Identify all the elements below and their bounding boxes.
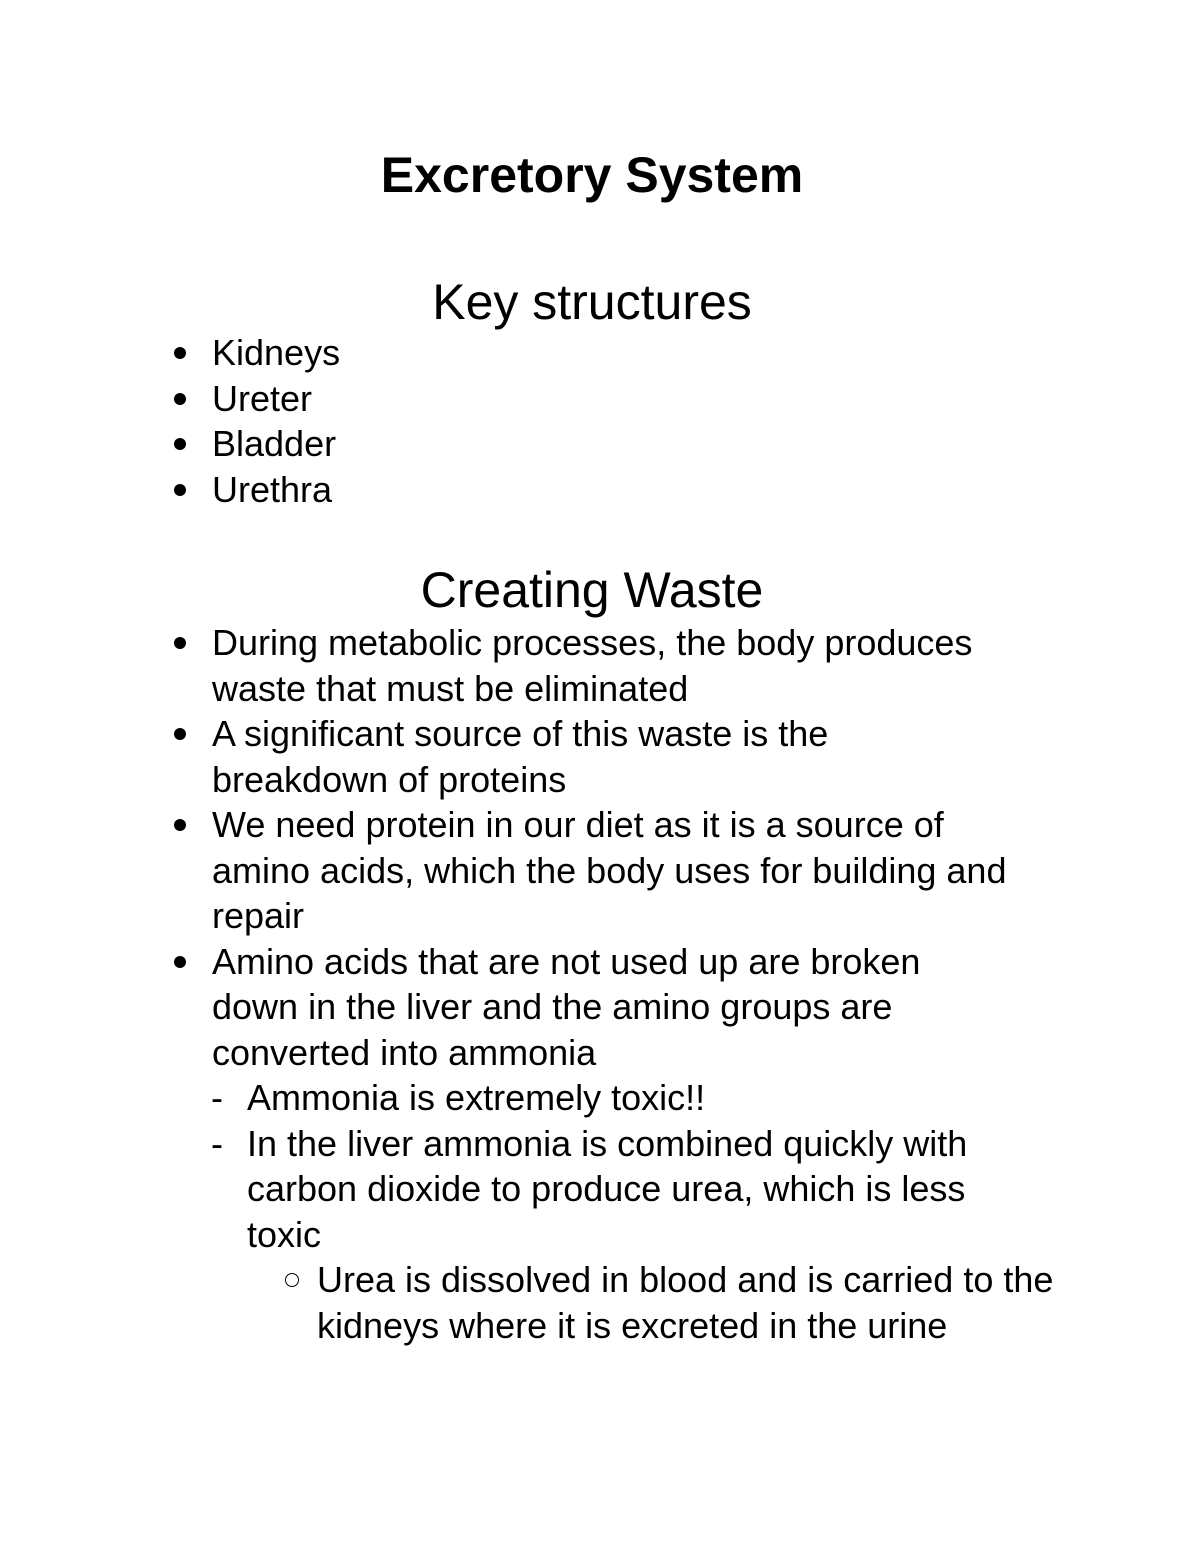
sub-list-item-text: In the liver ammonia is combined quickly with carbon dioxide to produce urea, which is less toxic	[247, 1122, 968, 1255]
bullet-icon	[174, 393, 186, 405]
key-structures-list	[0, 330, 1062, 512]
bullet-icon	[174, 637, 186, 649]
dash-marker-icon: -	[211, 1122, 223, 1164]
list-item	[0, 376, 1062, 422]
list-item-text: A significant source of this waste is the breakdown of proteins	[212, 713, 829, 800]
sub-sub-list-item-text: Urea is dissolved in blood and is carried to the kidneys where it is excreted in the urine	[317, 1259, 1054, 1346]
list-item-text: Bladder	[212, 423, 337, 464]
bullet-icon	[174, 956, 186, 968]
list-item-text: Ureter	[212, 377, 313, 419]
list-item-text: We need protein in our diet as it is a source of amino acids, which the body uses for building and repair	[212, 804, 1007, 936]
list-item	[0, 711, 1062, 802]
list-item	[0, 939, 1062, 1076]
page-title: Excretory System	[380, 147, 804, 203]
sub-list-item	[0, 1121, 1047, 1258]
list-item	[0, 802, 1062, 939]
sub-list-item-text: Ammonia is extremely toxic!!	[247, 1077, 706, 1118]
sub-sub-list-item	[0, 1257, 1067, 1348]
list-item	[0, 467, 1062, 513]
list-item	[0, 421, 1062, 467]
list-item-text: During metabolic processes, the body produces waste that must be eliminated	[212, 622, 973, 709]
sub-list-item	[0, 1075, 1047, 1121]
bullet-icon	[174, 484, 186, 496]
list-item	[0, 620, 1062, 711]
list-item-text: Kidneys	[212, 332, 341, 373]
dash-marker-icon: -	[211, 1077, 223, 1118]
hollow-circle-bullet-icon	[285, 1273, 299, 1287]
section-heading-creating-waste: Creating Waste	[420, 562, 764, 618]
section-heading-key-structures: Key structures	[432, 274, 752, 330]
bullet-icon	[174, 728, 186, 740]
bullet-icon	[174, 438, 186, 450]
creating-waste-list	[0, 620, 1067, 1348]
bullet-icon	[174, 347, 186, 359]
bullet-icon	[174, 819, 186, 831]
list-item	[0, 330, 1062, 376]
list-item-text: Amino acids that are not used up are broken down in the liver and the amino groups are converted into ammonia	[212, 940, 921, 1073]
list-item-text: Urethra	[212, 468, 333, 510]
